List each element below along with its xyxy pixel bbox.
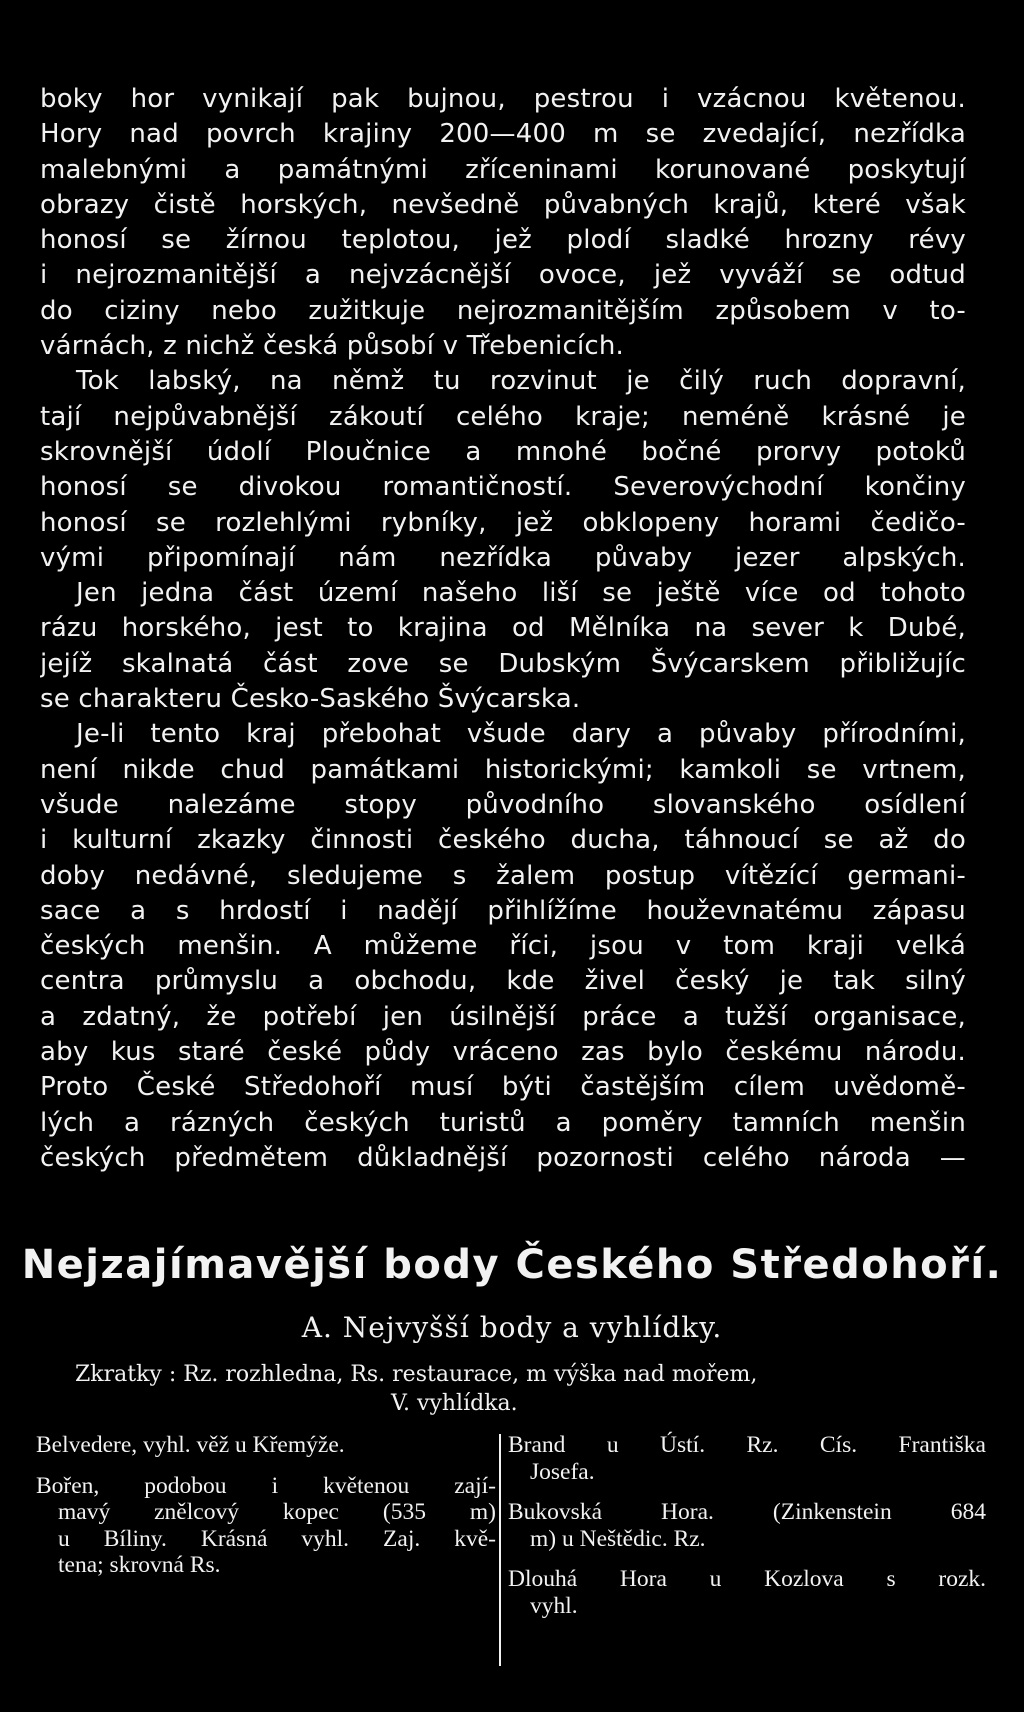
text-line: vými připomínají nám nezřídka půvaby jezer alpských. (40, 542, 966, 573)
text-line: skrovnější údolí Ploučnice a mnohé bočné prorvy potoků (40, 436, 966, 467)
entry-line: Belvedere, vyhl. věž u Křemýže. (36, 1432, 345, 1458)
entry-line: mavý znělcový kopec (535 m) (58, 1499, 496, 1526)
text-line: českých menšin. A můžeme říci, jsou v tom kraji velká (40, 931, 966, 962)
text-line: malebnými a památnými zříceninami korunované poskytují (40, 154, 966, 185)
body-text (40, 82, 966, 1176)
text-line: obrazy čistě horských, nevšedně půvabných krajů, které však (40, 189, 966, 220)
right-column (508, 1432, 986, 1634)
entry (36, 1473, 496, 1579)
entry-line: Bořen, podobou i květenou zají- (36, 1472, 496, 1499)
text-line: se charakteru Česko-Saského Švýcarska. (40, 684, 581, 715)
entry-line: tena; skrovná Rs. (58, 1552, 221, 1579)
entry-line: Bukovská Hora. (Zinkenstein 684 (508, 1499, 986, 1526)
left-column (36, 1432, 496, 1593)
text-line: honosí se žírnou teplotou, jež plodí sladké hrozny révy (40, 225, 966, 256)
entry-line: u Bíliny. Krásná vyhl. Zaj. kvě- (58, 1525, 496, 1552)
text-line: honosí se divokou romantičností. Severovýchodní končiny (40, 472, 966, 503)
section-subheading: A. Nejvyšší body a vyhlídky. (301, 1311, 723, 1344)
entry (508, 1499, 986, 1552)
text-line: aby kus staré české půdy vráceno zas bylo českému národu. (40, 1037, 966, 1068)
abbreviations-note (75, 1360, 975, 1418)
text-line: jejíž skalnatá část zove se Dubským Švýcarskem přibližujíc (40, 648, 966, 679)
text-line: a zdatný, že potřebí jen úsilnější práce a tužší organisace, (40, 1001, 966, 1032)
text-line: všude nalezáme stopy původního slovanského osídlení (40, 789, 966, 820)
abbreviations-line: V. vyhlídka. (391, 1391, 518, 1416)
text-line: Je-li tento kraj přebohat všude dary a půvaby přírodními, (76, 719, 966, 750)
column-divider (499, 1434, 501, 1666)
entry-line: Brand u Ústí. Rz. Cís. Františka (508, 1432, 986, 1458)
text-line: tají nejpůvabnější zákoutí celého kraje; neméně krásné je (40, 401, 966, 432)
entry-line: Josefa. (530, 1458, 595, 1485)
abbreviations-line: Zkratky : Rz. rozhledna, Rs. restaurace, m výška nad mořem, (75, 1362, 758, 1387)
entry (508, 1566, 986, 1619)
text-line: českých předmětem důkladnější pozornosti celého národa — (40, 1142, 966, 1173)
text-line: lých a rázných českých turistů a poměry tamních menšin (40, 1107, 966, 1138)
text-line: rázu horského, jest to krajina od Mělníka na sever k Dubé, (40, 613, 966, 644)
text-line: Tok labský, na němž tu rozvinut je čilý ruch dopravní, (76, 366, 966, 397)
text-line: sace a s hrdostí i nadějí přihlížíme houževnatému zápasu (40, 895, 966, 926)
text-line: do ciziny nebo zužitkuje nejrozmanitějším způsobem v to- (40, 295, 966, 326)
text-line: Jen jedna část území našeho liší se ještě více od tohoto (76, 578, 966, 609)
text-line: várnách, z nichž česká působí v Třebenicích. (40, 331, 625, 362)
entry-line: vyhl. (530, 1592, 578, 1619)
entry-line: Dlouhá Hora u Kozlova s rozk. (508, 1566, 986, 1593)
text-line: doby nedávné, sledujeme s žalem postup vítězící germani- (40, 860, 966, 891)
text-line: boky hor vynikají pak bujnou, pestrou i vzácnou květenou. (40, 84, 966, 114)
text-line: i nejrozmanitější a nejvzácnější ovoce, jež vyváží se odtud (40, 260, 966, 291)
text-line: Proto České Středohoří musí býti častějším cílem uvědomě- (40, 1072, 966, 1103)
entry (36, 1432, 496, 1459)
entry (508, 1432, 986, 1485)
text-line: centra průmyslu a obchodu, kde živel český je tak silný (40, 966, 966, 997)
text-line: i kulturní zkazky činnosti českého ducha, táhnoucí se až do (40, 825, 966, 856)
entry-line: m) u Neštědic. Rz. (530, 1525, 706, 1552)
text-line: Hory nad povrch krajiny 200—400 m se zvedající, nezřídka (40, 119, 966, 150)
section-heading: Nejzajímavější body Českého Středohoří. (21, 1242, 1003, 1288)
text-line: není nikde chud památkami historickými; kamkoli se vrtnem, (40, 754, 966, 785)
text-line: honosí se rozlehlými rybníky, jež obklopeny horami čedičo- (40, 507, 966, 538)
